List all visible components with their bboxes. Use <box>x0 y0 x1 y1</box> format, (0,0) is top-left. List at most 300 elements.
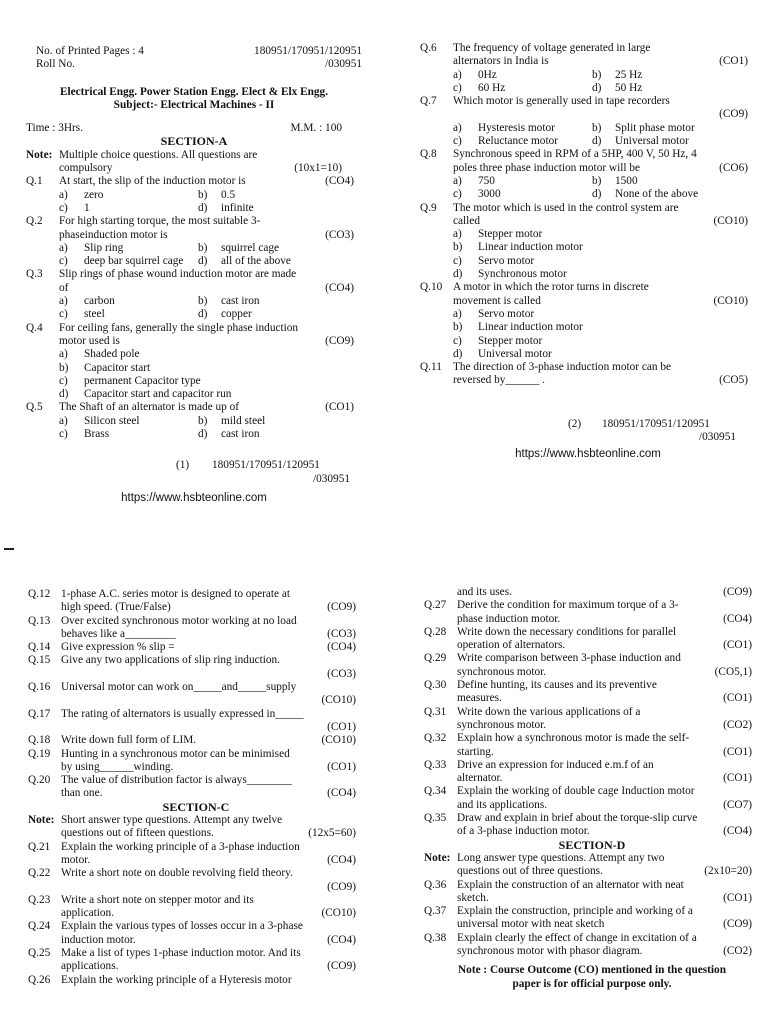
question-line <box>424 772 760 785</box>
question-line <box>28 681 364 694</box>
question-line <box>420 108 756 121</box>
option-label: c) <box>59 201 68 214</box>
option-label: d) <box>453 347 463 360</box>
course-outcome: (CO9) <box>327 601 356 614</box>
option-label: b) <box>453 321 463 334</box>
question-text: poles three phase induction motor will be <box>453 161 640 174</box>
question-line <box>424 799 760 812</box>
question-line <box>424 706 760 719</box>
question-text: and its uses. <box>457 586 512 598</box>
option-row <box>26 362 362 375</box>
question-line <box>28 854 364 867</box>
course-outcome: (CO1) <box>723 891 752 904</box>
question-line <box>424 892 760 905</box>
option-text: Stepper motor <box>478 334 543 347</box>
question-line <box>28 867 364 880</box>
course-outcome: (CO7) <box>723 798 752 811</box>
question-text: Drive an expression for induced e.m.f of an <box>457 758 654 771</box>
option-text: Slip ring <box>84 241 124 254</box>
option-text: squirrel cage <box>221 241 280 254</box>
question-text: The direction of 3-phase induction motor can be <box>453 361 672 374</box>
footer-code-p2-2: /030951 <box>698 431 736 444</box>
option-label: c) <box>59 428 68 441</box>
question-line <box>424 666 760 679</box>
course-outcome: (CO10) <box>321 694 356 707</box>
page-3 <box>28 588 364 987</box>
question-line <box>28 907 364 920</box>
option-text: Synchronous motor <box>478 268 567 281</box>
question-line <box>28 721 364 734</box>
question-text: At start, the slip of the induction motor is <box>59 175 246 188</box>
question-number: Q.14 <box>28 641 51 654</box>
option-row <box>26 388 362 401</box>
question-text: operation of alternators. <box>457 639 566 652</box>
question-text: motor. <box>61 853 91 866</box>
question-text: Write down full form of LIM. <box>61 734 197 747</box>
option-row <box>26 348 362 361</box>
question-text: Explain the construction, principle and working of a <box>457 905 693 918</box>
option-label: d) <box>198 201 208 214</box>
question-number: Q.27 <box>424 599 447 612</box>
question-text: Draw and explain in brief about the torque-slip curve <box>457 812 698 825</box>
option-label: d) <box>198 255 208 268</box>
question-number: Q.17 <box>28 707 51 720</box>
option-row <box>420 308 756 321</box>
course-outcome: (CO4) <box>325 281 354 294</box>
question-line <box>424 746 760 759</box>
option-row <box>26 189 362 202</box>
question-text: Over excited synchronous motor working at no load <box>61 614 297 627</box>
question-number: Q.30 <box>424 679 447 692</box>
option-text: 50 Hz <box>615 81 643 94</box>
question-line <box>28 641 364 654</box>
question-text: alternator. <box>457 772 503 785</box>
question-number: Q.11 <box>420 361 442 374</box>
question-number: Q.20 <box>28 774 51 787</box>
option-label: b) <box>592 121 602 134</box>
course-outcome: (CO4) <box>723 825 752 838</box>
option-text: 1500 <box>615 174 638 187</box>
final-note-line1: Note : Course Outcome (CO) mentioned in the question <box>458 964 726 977</box>
note-label: Note: <box>424 851 451 864</box>
option-label: b) <box>198 241 208 254</box>
option-label: a) <box>59 188 68 201</box>
question-text: phase induction motor. <box>457 612 561 625</box>
question-text: Write down the various applications of a <box>457 705 641 718</box>
footer-code-1: 180951/170951/120951 <box>212 459 320 472</box>
paper-code-1: 180951/170951/120951 <box>254 45 362 57</box>
option-label: c) <box>59 308 68 321</box>
option-row <box>26 295 362 308</box>
question-line <box>28 934 364 947</box>
option-label: c) <box>453 188 462 201</box>
question-line <box>28 974 364 987</box>
option-label: d) <box>59 388 69 401</box>
question-text: Derive the condition for maximum torque of a 3- <box>457 599 679 612</box>
option-label: d) <box>198 308 208 321</box>
option-label: c) <box>59 255 68 268</box>
option-text: mild steel <box>221 414 266 427</box>
question-text: Synchronous speed in RPM of a 5HP, 400 V, 50 Hz, 4 <box>453 148 697 161</box>
option-label: d) <box>592 188 602 201</box>
question-text: Explain the construction of an alternator with neat <box>457 878 684 891</box>
question-line <box>28 588 364 601</box>
question-line <box>424 932 760 945</box>
option-row <box>420 122 756 135</box>
question-text: The frequency of voltage generated in large <box>453 42 651 54</box>
option-row <box>420 82 756 95</box>
course-outcome: (CO3) <box>327 667 356 680</box>
option-text: all of the above <box>221 255 291 268</box>
question-line <box>420 281 756 294</box>
question-line <box>420 215 756 228</box>
question-number: Q.25 <box>28 947 51 960</box>
course-outcome: (CO10) <box>713 214 748 227</box>
option-row <box>420 241 756 254</box>
final-note-line2: paper is for official purpose only. <box>512 977 672 990</box>
question-number: Q.23 <box>28 893 51 906</box>
question-line <box>424 905 760 918</box>
question-line <box>28 694 364 707</box>
question-line <box>420 55 756 68</box>
question-number: Q.29 <box>424 652 447 665</box>
question-text: Explain how a synchronous motor is made the self- <box>457 732 690 745</box>
question-text: and its applications. <box>457 798 548 811</box>
course-outcome: (CO10) <box>321 734 356 747</box>
q6-11-block <box>420 42 756 388</box>
max-marks: M.M. : 100 <box>290 122 342 135</box>
question-line <box>28 947 364 960</box>
footer-url-1: https://www.hsbteonline.com <box>121 491 267 504</box>
question-number: Q.33 <box>424 758 447 771</box>
question-number: Q.21 <box>28 840 51 853</box>
question-text: The Shaft of an alternator is made up of <box>59 401 240 414</box>
question-line <box>424 759 760 772</box>
option-row <box>420 268 756 281</box>
option-text: 0.5 <box>221 188 236 201</box>
course-outcome: (CO10) <box>321 907 356 920</box>
question-number: Q.18 <box>28 734 51 747</box>
question-text: high speed. (True/False) <box>61 601 171 614</box>
option-row <box>420 135 756 148</box>
question-number: Q.6 <box>420 42 437 54</box>
question-line <box>424 679 760 692</box>
question-line <box>420 361 756 374</box>
option-row <box>420 69 756 82</box>
course-outcome: (CO5,1) <box>714 665 752 678</box>
question-text: synchronous motor with phasor diagram. <box>457 945 643 958</box>
question-line <box>28 708 364 721</box>
option-label: c) <box>453 135 462 148</box>
question-text: A motor in which the rotor turns in discrete <box>453 281 649 294</box>
question-line <box>424 918 760 931</box>
question-line <box>424 639 760 652</box>
question-text: alternators in India is <box>453 55 549 68</box>
question-text: of <box>59 281 69 294</box>
course-outcome: (CO4) <box>327 641 356 654</box>
option-text: copper <box>221 308 252 321</box>
course-outcome: (CO10) <box>713 294 748 307</box>
course-outcome: (CO3) <box>327 627 356 640</box>
question-text: 1-phase A.C. series motor is designed to operate at <box>61 588 291 600</box>
option-text: 25 Hz <box>615 68 643 81</box>
course-outcome: (CO4) <box>325 175 354 188</box>
question-line <box>420 95 756 108</box>
option-text: Split phase motor <box>615 121 695 134</box>
course-outcome: (CO2) <box>723 945 752 958</box>
option-label: b) <box>59 361 69 374</box>
course-outcome: (CO9) <box>723 918 752 931</box>
q26-38-block <box>424 586 760 958</box>
printed-pages: No. of Printed Pages : 4 <box>36 45 144 57</box>
question-text: motor used is <box>59 334 120 347</box>
option-row <box>420 228 756 241</box>
course-outcome: (CO1) <box>723 692 752 705</box>
course-outcome: (CO1) <box>723 745 752 758</box>
option-text: cast iron <box>221 428 260 441</box>
question-line <box>424 599 760 612</box>
option-label: b) <box>198 414 208 427</box>
question-number: Q.15 <box>28 654 51 667</box>
note-text: Long answer type questions. Attempt any two <box>457 851 665 864</box>
question-text: universal motor with neat sketch <box>457 918 605 931</box>
roll-no: Roll No. <box>36 58 75 71</box>
option-label: d) <box>592 135 602 148</box>
question-line <box>28 841 364 854</box>
option-text: 750 <box>478 174 495 187</box>
course-outcome: (CO9) <box>325 334 354 347</box>
course-outcome: (CO1) <box>327 760 356 773</box>
question-line <box>26 229 362 242</box>
option-row <box>420 175 756 188</box>
option-label: a) <box>453 121 462 134</box>
option-text: Brass <box>84 428 110 441</box>
note-line <box>424 852 760 865</box>
question-number: Q.28 <box>424 625 447 638</box>
course-outcome: (CO2) <box>723 718 752 731</box>
question-number: Q.35 <box>424 812 447 825</box>
footer-url-2: https://www.hsbteonline.com <box>515 448 661 461</box>
option-text: Silicon steel <box>84 414 140 427</box>
page-4 <box>424 586 760 991</box>
section-title: SECTION-D <box>558 837 626 852</box>
question-text: Make a list of types 1-phase induction motor. And its <box>61 947 301 960</box>
question-number: Q.4 <box>26 321 43 334</box>
course-outcome: (CO1) <box>325 401 354 414</box>
question-line <box>28 615 364 628</box>
question-number: Q.26 <box>28 973 51 986</box>
option-text: Shaded pole <box>84 348 140 361</box>
option-text: Capacitor start and capacitor run <box>84 388 232 401</box>
question-number: Q.37 <box>424 905 447 918</box>
question-number: Q.1 <box>26 175 43 188</box>
option-row <box>26 428 362 441</box>
question-text: Which motor is generally used in tape recorders <box>453 95 670 108</box>
option-label: a) <box>453 174 462 187</box>
option-text: None of the above <box>615 188 699 201</box>
question-text: application. <box>61 907 115 920</box>
question-text: of a 3-phase induction motor. <box>457 825 590 838</box>
question-text: Write down the necessary conditions for parallel <box>457 625 677 638</box>
course-outcome: (CO4) <box>723 612 752 625</box>
note-a-marks: (10x1=10) <box>294 162 342 175</box>
option-text: cast iron <box>221 295 260 308</box>
time: Time : 3Hrs. <box>26 122 84 135</box>
option-text: deep bar squirrel cage <box>84 255 184 268</box>
question-line <box>424 785 760 798</box>
question-text: Explain the working principle of a Hyteresis motor <box>61 973 292 986</box>
question-text: Write a short note on stepper motor and its <box>61 893 254 906</box>
question-text: synchronous motor. <box>457 665 547 678</box>
question-text: induction motor. <box>61 933 136 946</box>
option-row <box>26 308 362 321</box>
option-text: Universal motor <box>615 135 689 148</box>
section-title: SECTION-C <box>162 799 230 814</box>
question-text: For high starting torque, the most suitable 3- <box>59 215 261 228</box>
note-a-line2: compulsory <box>59 162 113 175</box>
question-text: The motor which is used in the control system are <box>453 201 679 214</box>
course-outcome: (CO4) <box>327 933 356 946</box>
question-line <box>424 626 760 639</box>
option-label: b) <box>198 188 208 201</box>
page-number-2: (2) <box>568 417 582 430</box>
question-line <box>424 586 760 599</box>
note-line <box>424 865 760 878</box>
question-line <box>420 148 756 161</box>
option-text: 3000 <box>478 188 501 201</box>
option-row <box>26 375 362 388</box>
note-a-line1: Multiple choice questions. All questions are <box>59 148 258 161</box>
scan-mark <box>4 548 14 550</box>
option-text: carbon <box>84 295 115 308</box>
question-line <box>424 652 760 665</box>
question-number: Q.36 <box>424 878 447 891</box>
note-marks: (12x5=60) <box>308 827 356 840</box>
question-line <box>420 42 756 55</box>
question-number: Q.19 <box>28 747 51 760</box>
option-label: d) <box>592 81 602 94</box>
question-line <box>28 761 364 774</box>
course-outcome: (CO9) <box>723 586 752 598</box>
question-text: Define hunting, its causes and its preventive <box>457 679 657 692</box>
question-text: reversed by______ . <box>453 374 545 387</box>
question-text: Write a short note on double revolving field theory. <box>61 867 293 880</box>
course-outcome: (CO9) <box>327 880 356 893</box>
page-2 <box>420 42 756 462</box>
question-number: Q.9 <box>420 201 437 214</box>
option-row <box>26 242 362 255</box>
section-a-title: SECTION-A <box>160 134 228 149</box>
option-label: a) <box>453 307 462 320</box>
question-line <box>26 268 362 281</box>
question-text: applications. <box>61 960 119 973</box>
question-number: Q.31 <box>424 705 447 718</box>
question-line <box>28 668 364 681</box>
question-line <box>424 825 760 838</box>
option-label: d) <box>198 428 208 441</box>
question-line <box>420 374 756 387</box>
course-outcome: (CO6) <box>719 161 748 174</box>
department: Electrical Engg. Power Station Engg. Elect & Elx Engg. <box>59 85 329 98</box>
question-text: starting. <box>457 745 494 758</box>
question-line <box>26 401 362 414</box>
course-outcome: (CO1) <box>723 772 752 785</box>
question-text: movement is called <box>453 294 541 307</box>
note-text: Short answer type questions. Attempt any twelve <box>61 814 283 827</box>
option-label: b) <box>453 241 463 254</box>
option-label: b) <box>198 295 208 308</box>
question-text: than one. <box>61 787 103 800</box>
question-text: Explain the working principle of a 3-phase induction <box>61 840 300 853</box>
question-text: called <box>453 214 480 227</box>
note-text: questions out of fifteen questions. <box>61 827 214 840</box>
option-text: 60 Hz <box>478 81 506 94</box>
question-number: Q.5 <box>26 401 43 414</box>
question-line <box>424 613 760 626</box>
question-text: behaves like a_________ <box>61 627 176 640</box>
question-line <box>424 879 760 892</box>
q1-5-block <box>26 175 362 441</box>
question-line <box>28 881 364 894</box>
page-1 <box>26 45 362 505</box>
question-number: Q.32 <box>424 732 447 745</box>
page-number-1: (1) <box>176 459 190 472</box>
question-text: Explain clearly the effect of change in excitation of a <box>457 931 697 944</box>
note-line <box>28 827 364 840</box>
option-label: a) <box>59 348 68 361</box>
option-label: c) <box>59 374 68 387</box>
question-line <box>28 774 364 787</box>
question-line <box>28 787 364 800</box>
option-text: Servo motor <box>478 307 535 320</box>
question-text: Give expression % slip = <box>61 641 175 654</box>
question-text: by using______winding. <box>61 760 174 773</box>
option-text: 0Hz <box>478 68 497 81</box>
question-number: Q.13 <box>28 614 51 627</box>
option-text: Servo motor <box>478 254 535 267</box>
question-number: Q.34 <box>424 785 447 798</box>
question-text: sketch. <box>457 891 489 904</box>
option-text: Universal motor <box>478 347 552 360</box>
question-line <box>424 692 760 705</box>
question-line <box>424 812 760 825</box>
option-text: infinite <box>221 201 254 214</box>
option-row <box>26 415 362 428</box>
question-text: For ceiling fans, generally the single phase induction <box>59 321 299 334</box>
paper-code-2: /030951 <box>324 58 362 71</box>
option-label: c) <box>453 334 462 347</box>
question-number: Q.10 <box>420 281 443 294</box>
option-text: Stepper motor <box>478 228 543 241</box>
question-line <box>420 162 756 175</box>
question-number: Q.22 <box>28 867 51 880</box>
question-number: Q.7 <box>420 95 437 108</box>
question-line <box>28 748 364 761</box>
option-label: a) <box>453 228 462 241</box>
question-line <box>420 202 756 215</box>
option-label: a) <box>59 295 68 308</box>
question-text: Explain the various types of losses occur in a 3-phase <box>61 920 303 933</box>
course-outcome: (CO1) <box>327 720 356 733</box>
note-line <box>28 814 364 827</box>
question-line <box>424 719 760 732</box>
question-text: The value of distribution factor is always________ <box>61 774 292 787</box>
question-line <box>26 215 362 228</box>
course-outcome: (CO1) <box>723 639 752 652</box>
question-text: synchronous motor. <box>457 718 547 731</box>
option-text: 1 <box>84 201 90 214</box>
question-line <box>26 322 362 335</box>
